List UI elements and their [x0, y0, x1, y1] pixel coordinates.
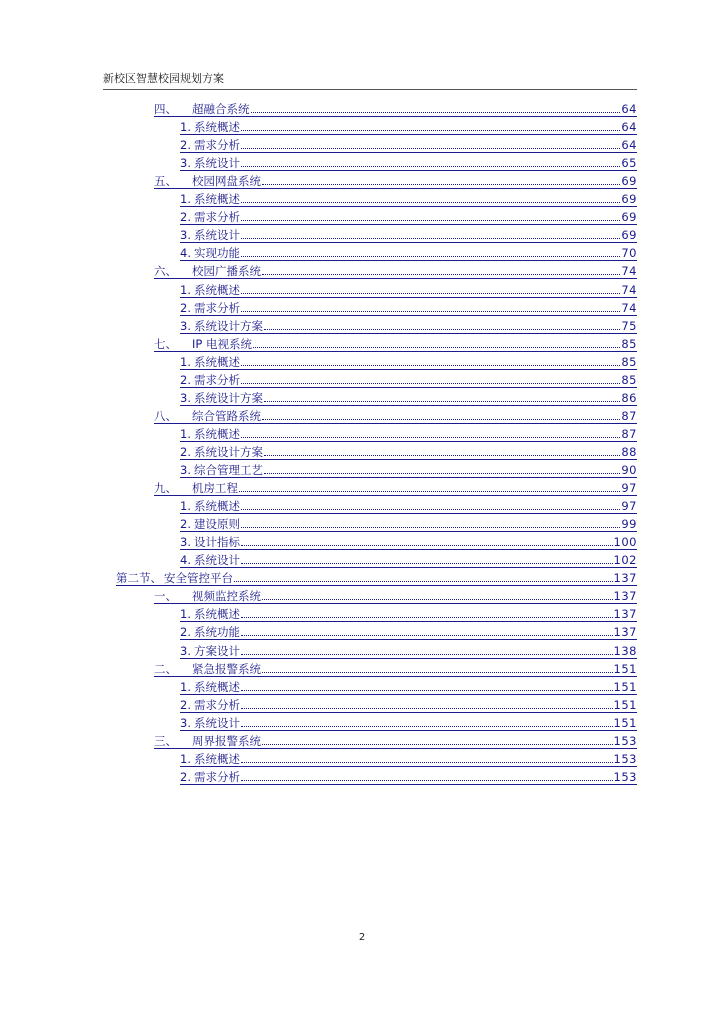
toc-entry[interactable]: [180, 459, 637, 478]
toc-dot-leader: [241, 544, 613, 546]
toc-dot-leader: [239, 490, 620, 492]
toc-entry-page: 151: [613, 679, 637, 694]
toc-entry[interactable]: [180, 549, 637, 568]
toc-dot-leader: [241, 364, 620, 366]
toc-entry-number: 3.: [180, 156, 191, 171]
toc-entry[interactable]: [154, 260, 637, 279]
toc-entry-page: 138: [613, 643, 637, 658]
toc-entry[interactable]: [154, 730, 637, 749]
toc-entry[interactable]: [154, 405, 637, 424]
toc-dot-leader: [241, 779, 613, 781]
document-title: 新校区智慧校园规划方案: [103, 72, 224, 85]
toc-entry-number: 五、: [154, 174, 177, 189]
toc-entry-page: 151: [613, 661, 637, 676]
toc-entry[interactable]: [154, 98, 637, 117]
toc-entry-page: 69: [621, 228, 637, 243]
toc-entry[interactable]: [180, 748, 637, 767]
toc-entry-page: 137: [613, 607, 637, 622]
toc-entry-title: 校园网盘系统: [192, 174, 261, 189]
toc-entry-number: 1.: [180, 499, 191, 514]
toc-entry-number: 1.: [180, 751, 191, 766]
toc-entry-page: 102: [613, 553, 637, 568]
toc-dot-leader: [241, 436, 620, 438]
toc-dot-leader: [264, 454, 620, 456]
toc-entry-number: 2.: [180, 625, 191, 640]
toc-entry-title: 系统功能: [193, 625, 240, 640]
toc-entry[interactable]: [154, 170, 637, 189]
toc-entry-page: 99: [621, 517, 637, 532]
toc-entry-title: 系统概述: [193, 426, 240, 441]
toc-entry-title: 系统设计: [193, 553, 240, 568]
toc-entry-title: 超融合系统: [192, 102, 250, 116]
toc-entry-title: 设计指标: [193, 535, 240, 550]
toc-entry[interactable]: [180, 116, 637, 135]
toc-entry[interactable]: [180, 640, 637, 659]
toc-dot-leader: [262, 273, 620, 275]
toc-entry[interactable]: [180, 676, 637, 695]
toc-entry-page: 97: [621, 481, 637, 496]
toc-entry-title: 系统概述: [193, 751, 240, 766]
toc-entry-number: 2.: [180, 444, 191, 459]
toc-entry[interactable]: [180, 152, 637, 171]
toc-entry-page: 69: [621, 192, 637, 207]
toc-dot-leader: [241, 725, 613, 727]
toc-entry-title: 需求分析: [193, 300, 240, 315]
toc-entry-page: 74: [621, 300, 637, 315]
toc-dot-leader: [241, 689, 613, 691]
toc-entry-title: 综合管理工艺: [193, 463, 263, 477]
toc-entry-page: 100: [613, 535, 637, 550]
toc-entry-page: 85: [621, 336, 637, 351]
toc-entry-title: 建设原则: [193, 517, 240, 532]
toc-entry-number: 1.: [180, 607, 191, 622]
toc-entry[interactable]: [180, 694, 637, 713]
toc-entry-page: 64: [621, 102, 637, 116]
toc-entry[interactable]: [180, 242, 637, 261]
toc-entry-title: IP 电视系统: [192, 336, 252, 351]
toc-entry-number: 3.: [180, 318, 191, 333]
toc-entry-title: 系统概述: [193, 679, 240, 694]
toc-entry-number: 1.: [180, 679, 191, 694]
toc-entry-number: 3.: [180, 535, 191, 550]
toc-entry-page: 97: [621, 499, 637, 514]
toc-dot-leader: [241, 201, 620, 203]
toc-entry[interactable]: [180, 513, 637, 532]
toc-entry-page: 65: [621, 156, 637, 171]
toc-entry-page: 85: [621, 372, 637, 387]
toc-dot-leader: [241, 616, 613, 618]
toc-entry[interactable]: [180, 297, 637, 316]
toc-dot-leader: [251, 111, 621, 113]
toc-entry[interactable]: [180, 134, 637, 153]
toc-entry-number: 第二节、: [116, 571, 162, 586]
toc-entry[interactable]: [180, 423, 637, 442]
toc-dot-leader: [241, 562, 613, 564]
toc-dot-leader: [241, 310, 620, 312]
toc-entry-title: 需求分析: [193, 697, 240, 712]
toc-entry-page: 137: [613, 589, 637, 604]
toc-dot-leader: [241, 761, 613, 763]
toc-entry-title: 系统概述: [193, 354, 240, 369]
toc-entry[interactable]: [154, 333, 637, 352]
toc-entry-number: 3.: [180, 715, 191, 730]
toc-entry-title: 机房工程: [192, 481, 238, 496]
toc-dot-leader: [262, 183, 620, 185]
toc-dot-leader: [262, 418, 620, 420]
toc-entry-page: 153: [613, 769, 637, 784]
toc-entry[interactable]: [180, 369, 637, 388]
toc-entry-number: 1.: [180, 120, 191, 135]
toc-dot-leader: [262, 671, 613, 673]
toc-entry-number: 四、: [154, 102, 177, 116]
toc-entry-number: 3.: [180, 390, 191, 405]
toc-entry-title: 视频监控系统: [192, 589, 261, 604]
toc-dot-leader: [241, 219, 620, 221]
toc-entry-page: 137: [613, 625, 637, 640]
toc-entry-number: 4.: [180, 246, 191, 261]
toc-entry-title: 需求分析: [193, 372, 240, 387]
toc-entry-number: 1.: [180, 192, 191, 207]
toc-entry-number: 八、: [154, 408, 177, 423]
toc-dot-leader: [241, 292, 620, 294]
toc-entry-page: 151: [613, 715, 637, 730]
toc-dot-leader: [262, 743, 613, 745]
toc-entry-title: 系统设计方案: [193, 444, 263, 459]
toc-entry-page: 151: [613, 697, 637, 712]
toc-entry-title: 系统设计: [193, 156, 240, 171]
toc-entry[interactable]: [180, 279, 637, 298]
toc-entry[interactable]: [180, 224, 637, 243]
toc-entry-page: 85: [621, 354, 637, 369]
toc-entry[interactable]: [180, 351, 637, 370]
toc-entry-title: 系统设计方案: [193, 318, 263, 333]
toc-entry-title: 安全管控平台: [164, 571, 233, 586]
toc-entry[interactable]: [154, 585, 637, 604]
toc-entry-number: 2.: [180, 210, 191, 225]
toc-entry-title: 系统设计方案: [193, 390, 263, 405]
toc-entry-number: 3.: [180, 228, 191, 243]
toc-entry-page: 87: [621, 426, 637, 441]
toc-entry-page: 86: [621, 390, 637, 405]
toc-entry-title: 周界报警系统: [192, 733, 261, 748]
toc-entry-title: 综合管路系统: [192, 408, 261, 423]
toc-dot-leader: [253, 346, 620, 348]
toc-entry-number: 1.: [180, 354, 191, 369]
toc-entry-number: 七、: [154, 336, 177, 351]
toc-entry-number: 二、: [154, 661, 177, 676]
toc-dot-leader: [234, 580, 613, 582]
toc-dot-leader: [241, 707, 613, 709]
toc-dot-leader: [264, 472, 620, 474]
toc-dot-leader: [241, 382, 620, 384]
toc-entry[interactable]: [180, 712, 637, 731]
toc-entry-title: 系统概述: [193, 282, 240, 297]
toc-entry-page: 70: [621, 246, 637, 261]
toc-entry-page: 64: [621, 120, 637, 135]
toc-entry-number: 2.: [180, 138, 191, 153]
toc-entry[interactable]: [154, 477, 637, 496]
page-number: 2: [358, 932, 366, 943]
toc-dot-leader: [241, 508, 620, 510]
toc-dot-leader: [241, 129, 620, 131]
toc-dot-leader: [241, 165, 620, 167]
toc-entry-number: 2.: [180, 372, 191, 387]
toc-entry-number: 4.: [180, 553, 191, 568]
toc-entry-number: 九、: [154, 481, 177, 496]
toc-entry[interactable]: [180, 441, 637, 460]
toc-entry-number: 2.: [180, 300, 191, 315]
toc-entry[interactable]: [116, 567, 637, 586]
toc-entry[interactable]: [180, 766, 637, 785]
toc-entry-title: 系统概述: [193, 607, 240, 622]
toc-entry[interactable]: [180, 621, 637, 640]
toc-entry-title: 校园广播系统: [192, 264, 261, 279]
toc-entry-number: 2.: [180, 769, 191, 784]
toc-entry-page: 88: [621, 444, 637, 459]
toc-entry-page: 69: [621, 210, 637, 225]
toc-entry-title: 系统概述: [193, 120, 240, 135]
toc-dot-leader: [241, 255, 620, 257]
toc-dot-leader: [241, 526, 620, 528]
toc-dot-leader: [241, 653, 613, 655]
toc-entry[interactable]: [180, 603, 637, 622]
toc-entry-page: 137: [613, 571, 637, 586]
toc-entry-number: 一、: [154, 589, 177, 604]
toc-entry-title: 需求分析: [193, 138, 240, 153]
toc-entry-number: 2.: [180, 517, 191, 532]
toc-entry-number: 1.: [180, 426, 191, 441]
toc-entry[interactable]: [180, 531, 637, 550]
toc-entry-title: 方案设计: [193, 643, 240, 658]
toc-entry-title: 系统概述: [193, 499, 240, 514]
toc-entry-title: 需求分析: [193, 210, 240, 225]
toc-entry-number: 2.: [180, 697, 191, 712]
toc-entry-number: 三、: [154, 733, 177, 748]
toc-entry[interactable]: [180, 387, 637, 406]
toc-entry-page: 153: [613, 733, 637, 748]
toc-dot-leader: [241, 634, 613, 636]
toc-dot-leader: [262, 598, 613, 600]
toc-entry-title: 紧急报警系统: [192, 661, 261, 676]
header-divider: [103, 89, 637, 90]
toc-entry[interactable]: [154, 658, 637, 677]
toc-dot-leader: [241, 147, 620, 149]
toc-dot-leader: [241, 237, 620, 239]
toc-entry-page: 153: [613, 751, 637, 766]
toc-entry-title: 需求分析: [193, 769, 240, 784]
toc-entry-title: 系统设计: [193, 228, 240, 243]
toc-entry-number: 3.: [180, 463, 191, 477]
toc-entry[interactable]: [180, 206, 637, 225]
toc-dot-leader: [264, 328, 620, 330]
toc-entry-title: 实现功能: [193, 246, 240, 261]
toc-entry-page: 74: [621, 264, 637, 279]
toc-entry-page: 87: [621, 408, 637, 423]
toc-entry-page: 90: [621, 463, 637, 477]
toc-entry-page: 74: [621, 282, 637, 297]
toc-dot-leader: [264, 400, 620, 402]
toc-entry[interactable]: [180, 188, 637, 207]
toc-entry[interactable]: [180, 495, 637, 514]
toc-entry[interactable]: [180, 315, 637, 334]
toc-entry-page: 75: [621, 318, 637, 333]
toc-entry-number: 1.: [180, 282, 191, 297]
toc-entry-number: 3.: [180, 643, 191, 658]
toc-entry-title: 系统概述: [193, 192, 240, 207]
toc-entry-page: 69: [621, 174, 637, 189]
toc-entry-page: 64: [621, 138, 637, 153]
toc-entry-title: 系统设计: [193, 715, 240, 730]
toc-entry-number: 六、: [154, 264, 177, 279]
